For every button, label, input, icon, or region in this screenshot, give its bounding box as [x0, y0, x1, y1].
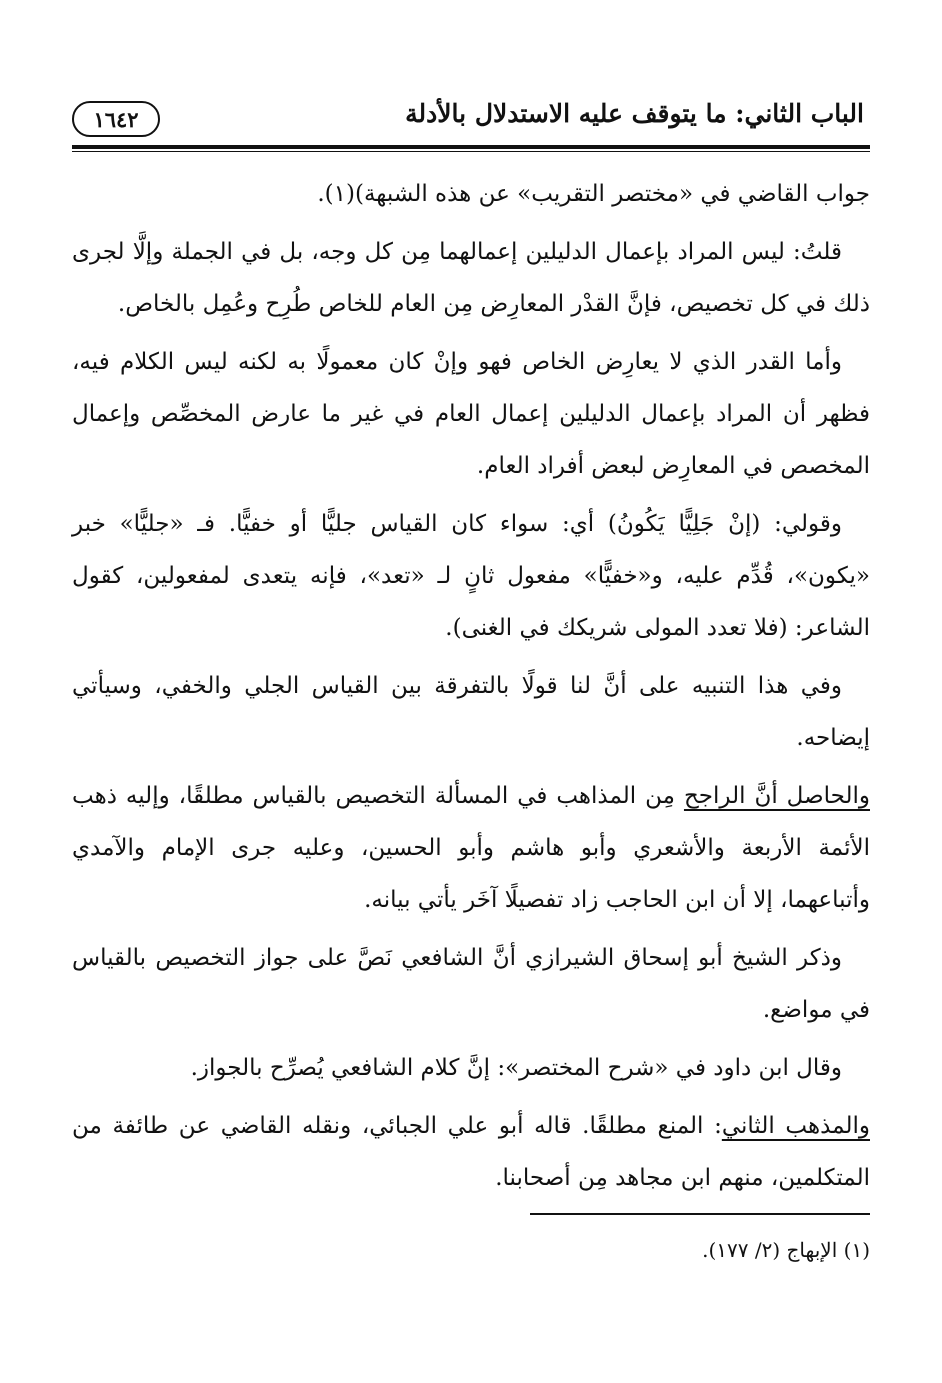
- footnote: (١) الإبهاج (٢/ ١٧٧).: [702, 1238, 870, 1262]
- paragraph-4: [72, 498, 870, 654]
- paragraph-3: [72, 336, 870, 492]
- paragraph-text: وأما القدر الذي لا يعارِض الخاص فهو وإنْ كان معمولًا به لكنه ليس الكلام فيه، فظهر أن المراد بإعمال الدليلين إعمال العام في غير ما عارض المخصِّص وإعمال المخصص في المعارِض لبعض أفراد العام.: [72, 349, 870, 479]
- header-rule-thin: [72, 151, 870, 152]
- chapter-title: الباب الثاني: ما يتوقف عليه الاستدلال بالأدلة: [405, 99, 864, 128]
- paragraph-text: مِن المذاهب في المسألة التخصيص بالقياس مطلقًا، وإليه ذهب الأئمة الأربعة والأشعري وأبو هاشم وأبو الحسين، وعليه جرى الإمام والآمدي وأتباعهما، إلا أن ابن الحاجب زاد تفصيلًا آخَر يأتي بيانه.: [72, 783, 870, 913]
- paragraph-6: [72, 770, 870, 926]
- paragraph-1: [72, 168, 870, 220]
- paragraph-text: قلتُ: ليس المراد بإعمال الدليلين إعمالهما مِن كل وجه، بل في الجملة وإلَّا لجرى ذلك في كل تخصيص، فإنَّ القدْر المعارِض مِن العام للخاص طُرِح وعُمِل بالخاص.: [72, 239, 870, 317]
- footnote-separator: [530, 1213, 870, 1215]
- paragraph-5: [72, 660, 870, 764]
- paragraph-9: [72, 1100, 870, 1204]
- paragraph-text: جواب القاضي في «مختصر التقريب» عن هذه الشبهة)(١).: [317, 181, 870, 207]
- header-rule-thick: [72, 145, 870, 149]
- paragraph-text: وذكر الشيخ أبو إسحاق الشيرازي أنَّ الشافعي نَصَّ على جواز التخصيص بالقياس في مواضع.: [72, 945, 870, 1023]
- page-header: [72, 95, 870, 143]
- main-text: [72, 168, 870, 1210]
- paragraph-2: [72, 226, 870, 330]
- paragraph-8: [72, 1042, 870, 1094]
- paragraph-7: [72, 932, 870, 1036]
- page-number-badge: ١٦٤٢: [72, 101, 160, 137]
- paragraph-text: : المنع مطلقًا. قاله أبو علي الجبائي، ونقله القاضي عن طائفة من المتكلمين، منهم ابن مجاهد مِن أصحابنا.: [72, 1113, 870, 1191]
- underlined-lead-phrase: والحاصل أنَّ الراجح: [683, 783, 870, 809]
- underlined-lead-phrase: والمذهب الثاني: [721, 1113, 870, 1139]
- paragraph-text: وفي هذا التنبيه على أنَّ لنا قولًا بالتفرقة بين القياس الجلي والخفي، وسيأتي إيضاحه.: [72, 673, 870, 751]
- paragraph-text: وقولي: (إنْ جَلِيًّا يَكُونُ) أي: سواء كان القياس جليًّا أو خفيًّا. فـ «جليًّا» خبر «يكون»، قُدِّم عليه، و«خفيًّا» مفعول ثانٍ لـ «تعد»، فإنه يتعدى لمفعولين، كقول الشاعر: (فلا تعدد المولى شريكك في الغنى).: [72, 511, 870, 641]
- paragraph-text: وقال ابن داود في «شرح المختصر»: إنَّ كلام الشافعي يُصرِّح بالجواز.: [190, 1055, 842, 1081]
